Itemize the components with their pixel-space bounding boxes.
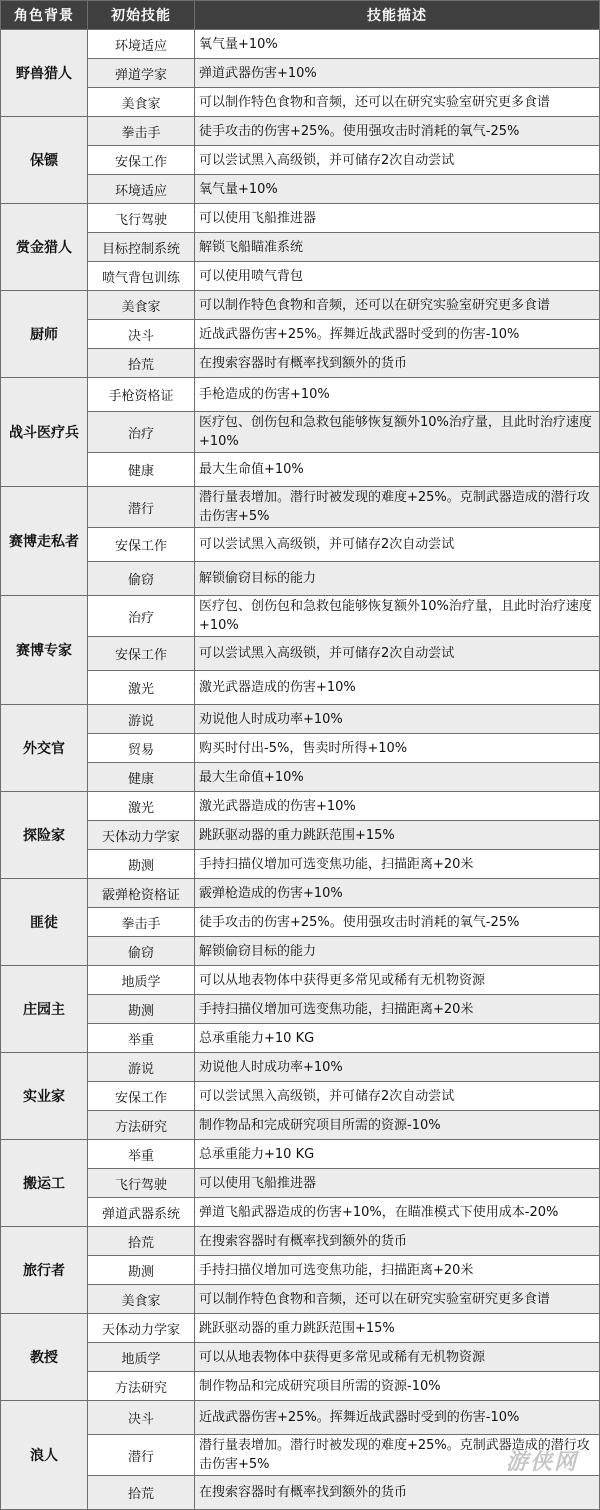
role-cell: 搬运工 <box>1 1140 88 1227</box>
description-cell: 解锁飞船瞄准系统 <box>195 233 600 262</box>
description-cell: 手持扫描仪增加可选变焦功能，扫描距离+20米 <box>195 850 600 879</box>
header-desc: 技能描述 <box>195 1 600 30</box>
skill-cell: 治疗 <box>88 596 195 637</box>
table-row <box>1 528 600 562</box>
description-cell: 跳跃驱动器的重力跳跃范围+15% <box>195 821 600 850</box>
skill-cell: 游说 <box>88 705 195 734</box>
description-cell: 最大生命值+10% <box>195 763 600 792</box>
skill-cell: 手枪资格证 <box>88 378 195 412</box>
skill-cell: 决斗 <box>88 320 195 349</box>
table-row <box>1 1435 600 1476</box>
table-row <box>1 378 600 412</box>
skill-cell: 健康 <box>88 453 195 487</box>
skill-cell: 激光 <box>88 792 195 821</box>
skill-cell: 健康 <box>88 763 195 792</box>
skill-cell: 潜行 <box>88 487 195 528</box>
description-cell: 可以使用飞船推进器 <box>195 204 600 233</box>
skill-cell: 治疗 <box>88 412 195 453</box>
table-row <box>1 1227 600 1256</box>
role-cell: 赏金猎人 <box>1 204 88 291</box>
description-cell: 潜行量表增加。潜行时被发现的难度+25%。克制武器造成的潜行攻击伤害+5% <box>195 1435 600 1476</box>
description-cell: 弹道飞船武器造成的伤害+10%，在瞄准模式下使用成本-20% <box>195 1198 600 1227</box>
table-row <box>1 233 600 262</box>
description-cell: 制作物品和完成研究项目所需的资源-10% <box>195 1372 600 1401</box>
skill-cell: 地质学 <box>88 1343 195 1372</box>
description-cell: 手持扫描仪增加可选变焦功能，扫描距离+20米 <box>195 995 600 1024</box>
table-row <box>1 562 600 596</box>
description-cell: 劝说他人时成功率+10% <box>195 705 600 734</box>
table-row <box>1 1082 600 1111</box>
role-cell: 实业家 <box>1 1053 88 1140</box>
table-row <box>1 966 600 995</box>
table-row <box>1 453 600 487</box>
header-role: 角色背景 <box>1 1 88 30</box>
role-cell: 匪徒 <box>1 879 88 966</box>
role-cell: 赛博专家 <box>1 596 88 705</box>
table-row <box>1 596 600 637</box>
description-cell: 可以使用飞船推进器 <box>195 1169 600 1198</box>
description-cell: 弹道武器伤害+10% <box>195 59 600 88</box>
description-cell: 可以制作特色食物和音频，还可以在研究实验室研究更多食谱 <box>195 88 600 117</box>
description-cell: 激光武器造成的伤害+10% <box>195 671 600 705</box>
role-cell: 庄园主 <box>1 966 88 1053</box>
table-row <box>1 671 600 705</box>
description-cell: 可以尝试黑入高级锁，并可储存2次自动尝试 <box>195 637 600 671</box>
skill-cell: 拾荒 <box>88 349 195 378</box>
description-cell: 氧气量+10% <box>195 30 600 59</box>
description-cell: 氧气量+10% <box>195 175 600 204</box>
description-cell: 解锁偷窃目标的能力 <box>195 562 600 596</box>
skill-cell: 环境适应 <box>88 30 195 59</box>
skill-cell: 地质学 <box>88 966 195 995</box>
skill-cell: 霰弹枪资格证 <box>88 879 195 908</box>
skill-cell: 安保工作 <box>88 146 195 175</box>
role-cell: 外交官 <box>1 705 88 792</box>
skill-cell: 美食家 <box>88 1285 195 1314</box>
table-row <box>1 705 600 734</box>
table-row <box>1 262 600 291</box>
description-cell: 跳跃驱动器的重力跳跃范围+15% <box>195 1314 600 1343</box>
table-row <box>1 850 600 879</box>
role-cell: 保镖 <box>1 117 88 204</box>
skill-cell: 勘测 <box>88 850 195 879</box>
skill-cell: 安保工作 <box>88 637 195 671</box>
skill-cell: 环境适应 <box>88 175 195 204</box>
table-row <box>1 821 600 850</box>
description-cell: 可以从地表物体中获得更多常见或稀有无机物资源 <box>195 966 600 995</box>
description-cell: 总承重能力+10 KG <box>195 1024 600 1053</box>
skill-cell: 拳击手 <box>88 908 195 937</box>
table-row <box>1 59 600 88</box>
description-cell: 近战武器伤害+25%。挥舞近战武器时受到的伤害-10% <box>195 1401 600 1435</box>
description-cell: 购买时付出-5%，售卖时所得+10% <box>195 734 600 763</box>
skill-cell: 偷窃 <box>88 562 195 596</box>
skill-cell: 目标控制系统 <box>88 233 195 262</box>
table-row <box>1 1111 600 1140</box>
role-cell: 浪人 <box>1 1401 88 1510</box>
table-row <box>1 30 600 59</box>
description-cell: 手枪造成的伤害+10% <box>195 378 600 412</box>
description-cell: 劝说他人时成功率+10% <box>195 1053 600 1082</box>
skill-cell: 方法研究 <box>88 1111 195 1140</box>
header-row <box>1 1 600 30</box>
description-cell: 最大生命值+10% <box>195 453 600 487</box>
table-row <box>1 204 600 233</box>
skill-cell: 游说 <box>88 1053 195 1082</box>
role-cell: 野兽猎人 <box>1 30 88 117</box>
table-row <box>1 1476 600 1510</box>
role-cell: 探险家 <box>1 792 88 879</box>
description-cell: 在搜索容器时有概率找到额外的货币 <box>195 1227 600 1256</box>
table-row <box>1 487 600 528</box>
skill-cell: 方法研究 <box>88 1372 195 1401</box>
description-cell: 可以制作特色食物和音频，还可以在研究实验室研究更多食谱 <box>195 1285 600 1314</box>
skill-cell: 激光 <box>88 671 195 705</box>
skill-cell: 拾荒 <box>88 1476 195 1510</box>
skill-cell: 喷气背包训练 <box>88 262 195 291</box>
table-row <box>1 1198 600 1227</box>
table-row <box>1 995 600 1024</box>
table-row <box>1 1024 600 1053</box>
table-row <box>1 637 600 671</box>
description-cell: 激光武器造成的伤害+10% <box>195 792 600 821</box>
skill-cell: 弹道学家 <box>88 59 195 88</box>
description-cell: 徒手攻击的伤害+25%。使用强攻击时消耗的氧气-25% <box>195 117 600 146</box>
table-row <box>1 1401 600 1435</box>
table-row <box>1 1140 600 1169</box>
skill-cell: 天体动力学家 <box>88 1314 195 1343</box>
table-row <box>1 937 600 966</box>
skill-cell: 拳击手 <box>88 117 195 146</box>
skill-cell: 天体动力学家 <box>88 821 195 850</box>
table-row <box>1 879 600 908</box>
description-cell: 可以尝试黑入高级锁，并可储存2次自动尝试 <box>195 528 600 562</box>
role-cell: 厨师 <box>1 291 88 378</box>
skill-cell: 弹道武器系统 <box>88 1198 195 1227</box>
skill-cell: 决斗 <box>88 1401 195 1435</box>
header-skill: 初始技能 <box>88 1 195 30</box>
skill-cell: 勘测 <box>88 995 195 1024</box>
skill-cell: 美食家 <box>88 88 195 117</box>
description-cell: 可以尝试黑入高级锁，并可储存2次自动尝试 <box>195 1082 600 1111</box>
description-cell: 近战武器伤害+25%。挥舞近战武器时受到的伤害-10% <box>195 320 600 349</box>
table-row <box>1 908 600 937</box>
table-row <box>1 412 600 453</box>
skill-cell: 美食家 <box>88 291 195 320</box>
skill-cell: 偷窃 <box>88 937 195 966</box>
description-cell: 霰弹枪造成的伤害+10% <box>195 879 600 908</box>
table-row <box>1 792 600 821</box>
table-row <box>1 175 600 204</box>
description-cell: 徒手攻击的伤害+25%。使用强攻击时消耗的氧气-25% <box>195 908 600 937</box>
table-row <box>1 1256 600 1285</box>
description-cell: 可以从地表物体中获得更多常见或稀有无机物资源 <box>195 1343 600 1372</box>
table-row <box>1 349 600 378</box>
skill-cell: 拾荒 <box>88 1227 195 1256</box>
skill-cell: 举重 <box>88 1024 195 1053</box>
description-cell: 医疗包、创伤包和急救包能够恢复额外10%治疗量，且此时治疗速度+10% <box>195 412 600 453</box>
description-cell: 在搜索容器时有概率找到额外的货币 <box>195 349 600 378</box>
role-cell: 旅行者 <box>1 1227 88 1314</box>
description-cell: 可以制作特色食物和音频，还可以在研究实验室研究更多食谱 <box>195 291 600 320</box>
description-cell: 可以使用喷气背包 <box>195 262 600 291</box>
table-row <box>1 291 600 320</box>
description-cell: 潜行量表增加。潜行时被发现的难度+25%。克制武器造成的潜行攻击伤害+5% <box>195 487 600 528</box>
role-cell: 赛博走私者 <box>1 487 88 596</box>
table-row <box>1 1314 600 1343</box>
skill-cell: 安保工作 <box>88 1082 195 1111</box>
table-row <box>1 763 600 792</box>
table-row <box>1 320 600 349</box>
skill-cell: 飞行驾驶 <box>88 204 195 233</box>
description-cell: 总承重能力+10 KG <box>195 1140 600 1169</box>
description-cell: 可以尝试黑入高级锁，并可储存2次自动尝试 <box>195 146 600 175</box>
description-cell: 制作物品和完成研究项目所需的资源-10% <box>195 1111 600 1140</box>
table-row <box>1 88 600 117</box>
skill-cell: 勘测 <box>88 1256 195 1285</box>
role-cell: 战斗医疗兵 <box>1 378 88 487</box>
skill-cell: 举重 <box>88 1140 195 1169</box>
table-row <box>1 1343 600 1372</box>
skill-cell: 潜行 <box>88 1435 195 1476</box>
role-cell: 教授 <box>1 1314 88 1401</box>
description-cell: 解锁偷窃目标的能力 <box>195 937 600 966</box>
watermark-logo: 游侠网 <box>505 1450 578 1475</box>
table-row <box>1 1053 600 1082</box>
table-row <box>1 734 600 763</box>
table-row <box>1 1169 600 1198</box>
description-cell: 手持扫描仪增加可选变焦功能，扫描距离+20米 <box>195 1256 600 1285</box>
skill-cell: 贸易 <box>88 734 195 763</box>
table-row <box>1 146 600 175</box>
table-row <box>1 1372 600 1401</box>
description-cell: 医疗包、创伤包和急救包能够恢复额外10%治疗量，且此时治疗速度+10% <box>195 596 600 637</box>
table-row <box>1 117 600 146</box>
skill-cell: 飞行驾驶 <box>88 1169 195 1198</box>
skill-cell: 安保工作 <box>88 528 195 562</box>
description-cell: 在搜索容器时有概率找到额外的货币 <box>195 1476 600 1510</box>
table-row <box>1 1285 600 1314</box>
